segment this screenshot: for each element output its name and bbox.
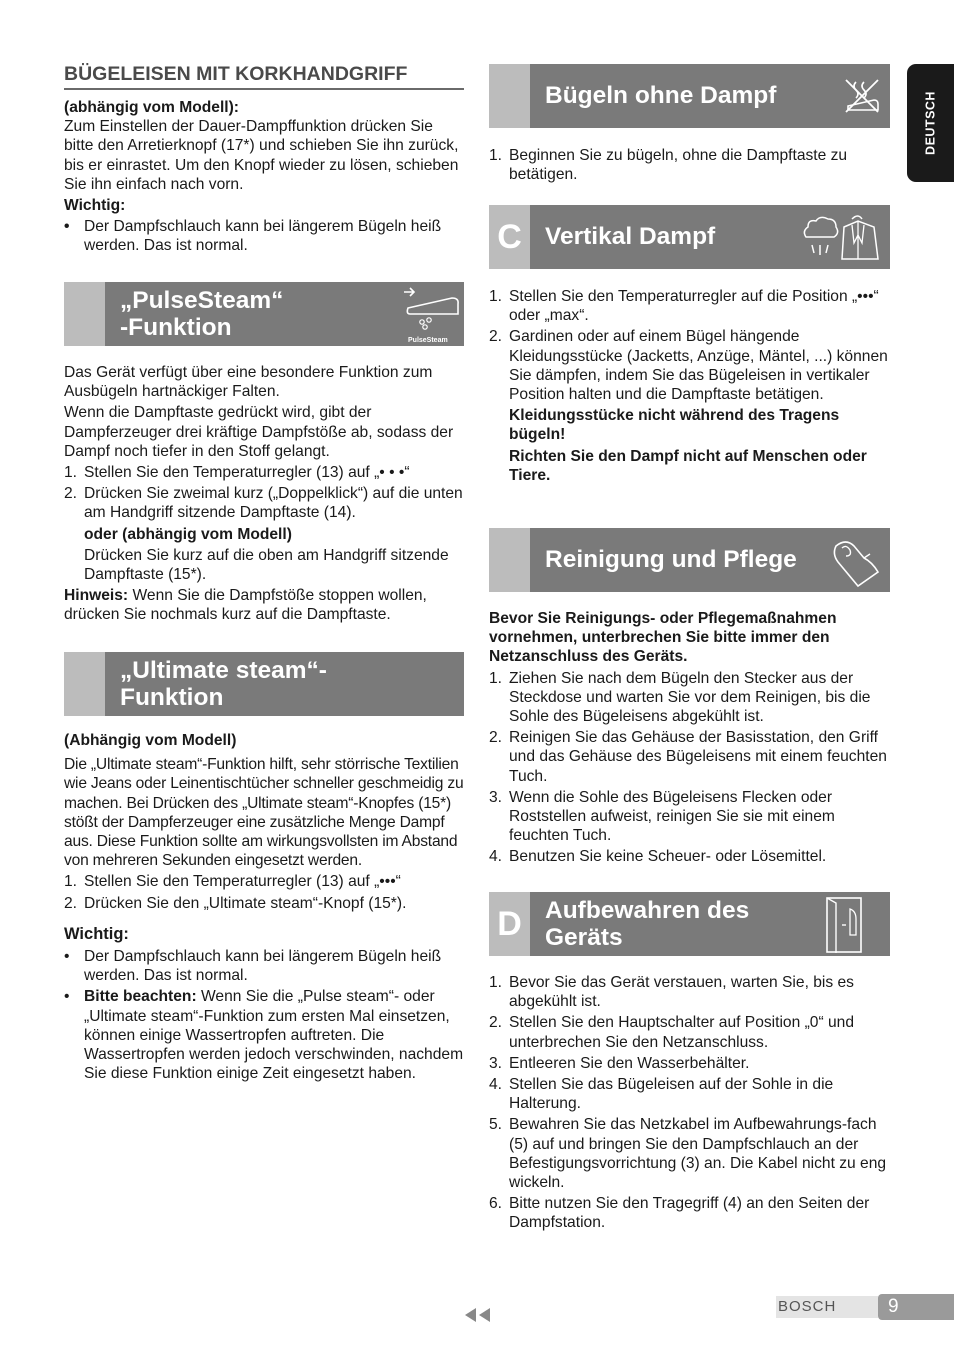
pulsesteam-title: „PulseSteam“ -Funktion <box>120 287 284 341</box>
vertical-steam-section <box>489 287 891 487</box>
storage-title: Aufbewahren des Geräts <box>545 897 750 951</box>
language-tab <box>907 64 954 182</box>
storage-banner <box>489 892 890 956</box>
list-item: 2. Reinigen Sie das Gehäuse der Basisstation, den Griff und das Gehäuse des Bügeleisens mit einem feuchten Tuch. <box>489 729 887 785</box>
cleaning-section <box>489 609 891 869</box>
dry-ironing-banner <box>489 64 890 128</box>
ultimate-subtitle: (Abhängig vom Modell) <box>64 732 237 749</box>
banner-tab <box>64 652 105 716</box>
pulsesteam-intro: Das Gerät verfügt über eine besondere Funktion zum Ausbügeln hartnäckiger Falten. <box>64 364 433 401</box>
banner-tab <box>489 64 530 128</box>
dry-ironing-section <box>489 146 891 186</box>
banner-tab <box>489 528 530 592</box>
pulsesteam-iron-icon <box>402 284 462 350</box>
pulsesteam-note: Hinweis: Wenn Sie die Dampfstöße stoppen wollen, drücken Sie nochmals kurz auf die Dampftaste. <box>64 587 427 624</box>
cork-handle-heading: BÜGELEISEN MIT KORKHANDGRIFF <box>64 62 464 90</box>
list-item: 2. Drücken Sie zweimal kurz („Doppelklick“) auf die unten am Handgriff sitzende Dampftaste (14). oder (abhängig vom Modell) Drücken Sie kurz auf die oben am Handgriff sitzende Dampftaste (15*). <box>64 485 463 584</box>
list-item: 5. Bewahren Sie das Netzkabel im Aufbewahrungs-fach (5) auf und bringen Sie den Dampfschlauch an der Befestigungsvorrichtung (3) an. Die Kabel nicht zu eng wickeln. <box>489 1116 887 1192</box>
dry-ironing-title: Bügeln ohne Dampf <box>545 82 777 109</box>
vertical-steam-icon <box>800 213 884 269</box>
list-item: 4. Stellen Sie das Bügeleisen auf der Sohle in die Halterung. <box>489 1076 834 1113</box>
list-item: • Bitte beachten: Wenn Sie die „Pulse steam“- oder „Ultimate steam“-Funktion zum ersten Mal einsetzen, können einige Wassertropfen auftreten. Die Wassertropfen werden jedoch verschwinden, nachdem Sie diese Funktion einige Zeit eingesetzt haben. <box>64 988 464 1083</box>
list-item: 3. Entleeren Sie den Wasserbehälter. <box>489 1054 750 1072</box>
banner-letter: C <box>489 205 530 269</box>
cork-body: Zum Einstellen der Dauer-Dampffunktion drücken Sie bitte den Arretierknopf (17*) und schieben Sie ihn zurück, bis er einrastet. Um den Knopf wieder zu lösen, schieben Sie ihn einfach nach vorn. <box>64 118 459 193</box>
list-item: • Der Dampfschlauch kann bei längerem Bügeln heiß werden. Das ist normal. <box>64 948 442 985</box>
list-item: • Der Dampfschlauch kann bei längerem Bügeln heiß werden. Das ist normal. <box>64 218 442 255</box>
list-item: 2. Stellen Sie den Hauptschalter auf Position „0“ und unterbrechen Sie den Netzanschluss. <box>489 1014 855 1051</box>
storage-section <box>489 973 891 1235</box>
ultimate-important-label: Wichtig: <box>64 924 129 943</box>
storage-cabinet-icon <box>824 895 864 961</box>
ultimate-body: Die „Ultimate steam“-Funktion hilft, sehr störrische Textilien wie Jeans oder Leinentischtücher schneller geschmeidig zu machen. Bei Drücken des „Ultimate steam“-Knopfes (15*) stößt der Dampferzeuger eine zusätzliche Menge Dampf aus. Diese Funktion sollte am wirkungsvollsten im Abstand von mehreren Sekunden eingesetzt werden. <box>64 756 464 870</box>
banner-letter: D <box>489 892 530 956</box>
vertical-steam-banner <box>489 205 890 269</box>
banner-tab <box>64 282 105 346</box>
ultimate-steam-section <box>64 731 464 1085</box>
cleaning-intro: Bevor Sie Reinigungs- oder Pflegemaßnahmen vornehmen, unterbrechen Sie bitte immer den Netzanschluss des Geräts. <box>489 610 837 666</box>
list-item: 1. Ziehen Sie nach dem Bügeln den Stecker aus der Steckdose und warten Sie vor dem Reinigen, bis die Sohle des Bügeleisens abgekühlt ist. <box>489 669 871 726</box>
pulsesteam-section <box>64 363 464 625</box>
list-item: 1. Stellen Sie den Temperaturregler auf die Position „•••“ oder „max“. <box>489 288 879 325</box>
ultimate-steam-banner <box>64 652 464 716</box>
pulsesteam-description: Wenn die Dampftaste gedrückt wird, gibt der Dampferzeuger drei kräftige Dampfstöße ab, sodass der Dampf noch tiefer in den Stoff gelangt. <box>64 404 454 460</box>
no-steam-icon <box>842 76 882 122</box>
list-item: 1. Stellen Sie den Temperaturregler (13) auf „• • •“ <box>64 464 410 482</box>
list-item: 3. Wenn die Sohle des Bügeleisens Flecken oder Roststellen aufweist, reinigen Sie sie mit einem feuchten Tuch. <box>489 788 835 845</box>
cork-handle-section <box>64 98 464 258</box>
nav-arrows-icon <box>464 1308 492 1329</box>
cleaning-hand-icon <box>824 532 884 596</box>
cork-subtitle: (abhängig vom Modell): <box>64 99 239 116</box>
list-item: 1. Beginnen Sie zu bügeln, ohne die Dampftaste zu betätigen. <box>489 147 848 184</box>
vertical-steam-title: Vertikal Dampf <box>545 223 716 250</box>
language-tab-label: DEUTSCH <box>922 91 937 155</box>
page-number: 9 <box>878 1294 954 1320</box>
cork-important-label: Wichtig: <box>64 197 126 215</box>
pulsesteam-banner <box>64 282 464 346</box>
list-item: 2. Drücken Sie den „Ultimate steam“-Knopf (15*). <box>64 894 407 912</box>
footer-brand: BOSCH <box>776 1296 878 1318</box>
list-item: 4. Benutzen Sie keine Scheuer- oder Lösemittel. <box>489 848 827 866</box>
cleaning-title: Reinigung und Pflege <box>545 546 797 573</box>
svg-text:PulseSteam: PulseSteam <box>408 337 448 344</box>
list-item: 1. Stellen Sie den Temperaturregler (13) auf „•••“ <box>64 873 401 891</box>
list-item: 2. Gardinen oder auf einem Bügel hängende Kleidungsstücke (Jacketts, Anzüge, Mäntel, ...) können Sie dämpfen, indem Sie das Bügeleisen in vertikaler Position halten und die Dampftaste betätigen. Kleidungsstücke nicht während des Tragens bügeln! Richten Sie den Dampf nicht auf Menschen oder Tiere. <box>489 328 888 484</box>
list-item: 6. Bitte nutzen Sie den Tragegriff (4) an den Seiten der Dampfstation. <box>489 1195 870 1232</box>
list-item: 1. Bevor Sie das Gerät verstauen, warten Sie, bis es abgekühlt ist. <box>489 974 854 1011</box>
ultimate-steam-title: „Ultimate steam“- Funktion <box>120 657 327 711</box>
cleaning-banner <box>489 528 890 592</box>
